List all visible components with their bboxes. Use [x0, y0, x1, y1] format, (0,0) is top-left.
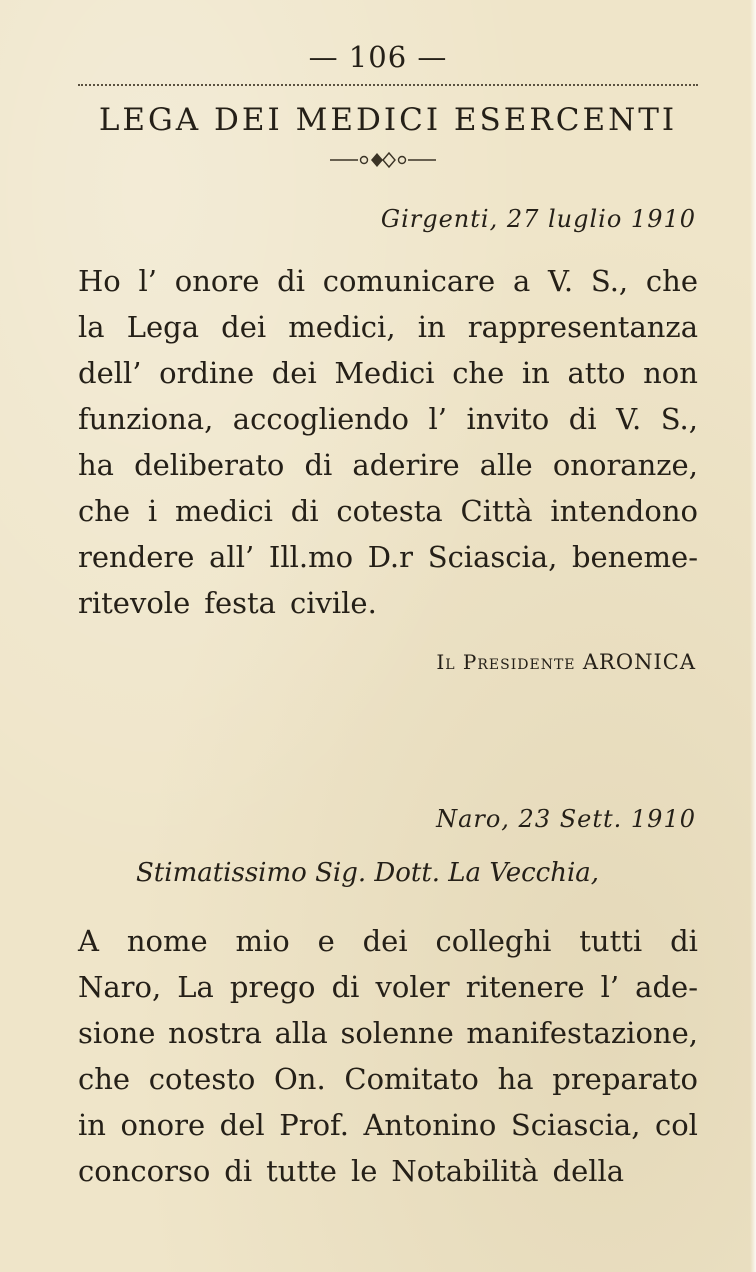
- ornament-divider-icon: [328, 150, 438, 170]
- signature-title: Il Presidente: [436, 650, 576, 674]
- text-line: sione nostra alla solenne manifestazione,: [78, 1016, 698, 1050]
- text-line: ha deliberato di aderire alle onoranze,: [78, 448, 698, 482]
- text-line: dell’ ordine dei Medici che in atto non: [78, 356, 698, 390]
- signature-name: ARONICA: [582, 650, 696, 674]
- letter2-body: [78, 918, 698, 1194]
- text-line: Ho l’ onore di comunicare a V. S., che: [78, 264, 698, 298]
- text-line: la Lega dei medici, in rappresentanza: [78, 310, 698, 344]
- text-line: ritevole festa civile.: [78, 586, 377, 620]
- letter2-date: Naro, 23 Sett. 1910: [436, 805, 696, 833]
- text-line: A nome mio e dei colleghi tutti di: [78, 924, 698, 958]
- text-line: in onore del Prof. Antonino Sciascia, col: [78, 1108, 698, 1142]
- page-number: — 106 —: [308, 40, 448, 74]
- section-heading: LEGA DEI MEDICI ESERCENTI: [98, 102, 678, 138]
- page-edge: [750, 0, 756, 1272]
- letter1-signature: [436, 650, 696, 674]
- letter1-date: Girgenti, 27 luglio 1910: [380, 205, 696, 233]
- text-line: concorso di tutte le Notabilità della: [78, 1154, 625, 1188]
- dotted-rule: [78, 84, 698, 86]
- text-line: Naro, La prego di voler ritenere l’ ade-: [78, 970, 698, 1004]
- text-line: che i medici di cotesta Città intendono: [78, 494, 698, 528]
- text-line: che cotesto On. Comitato ha preparato: [78, 1062, 698, 1096]
- text-line: rendere all’ Ill.mo D.r Sciascia, beneme-: [78, 540, 698, 574]
- letter1-body: [78, 258, 698, 626]
- letter2-salutation: Stimatissimo Sig. Dott. La Vecchia,: [136, 858, 600, 888]
- text-line: funziona, accogliendo l’ invito di V. S.,: [78, 402, 698, 436]
